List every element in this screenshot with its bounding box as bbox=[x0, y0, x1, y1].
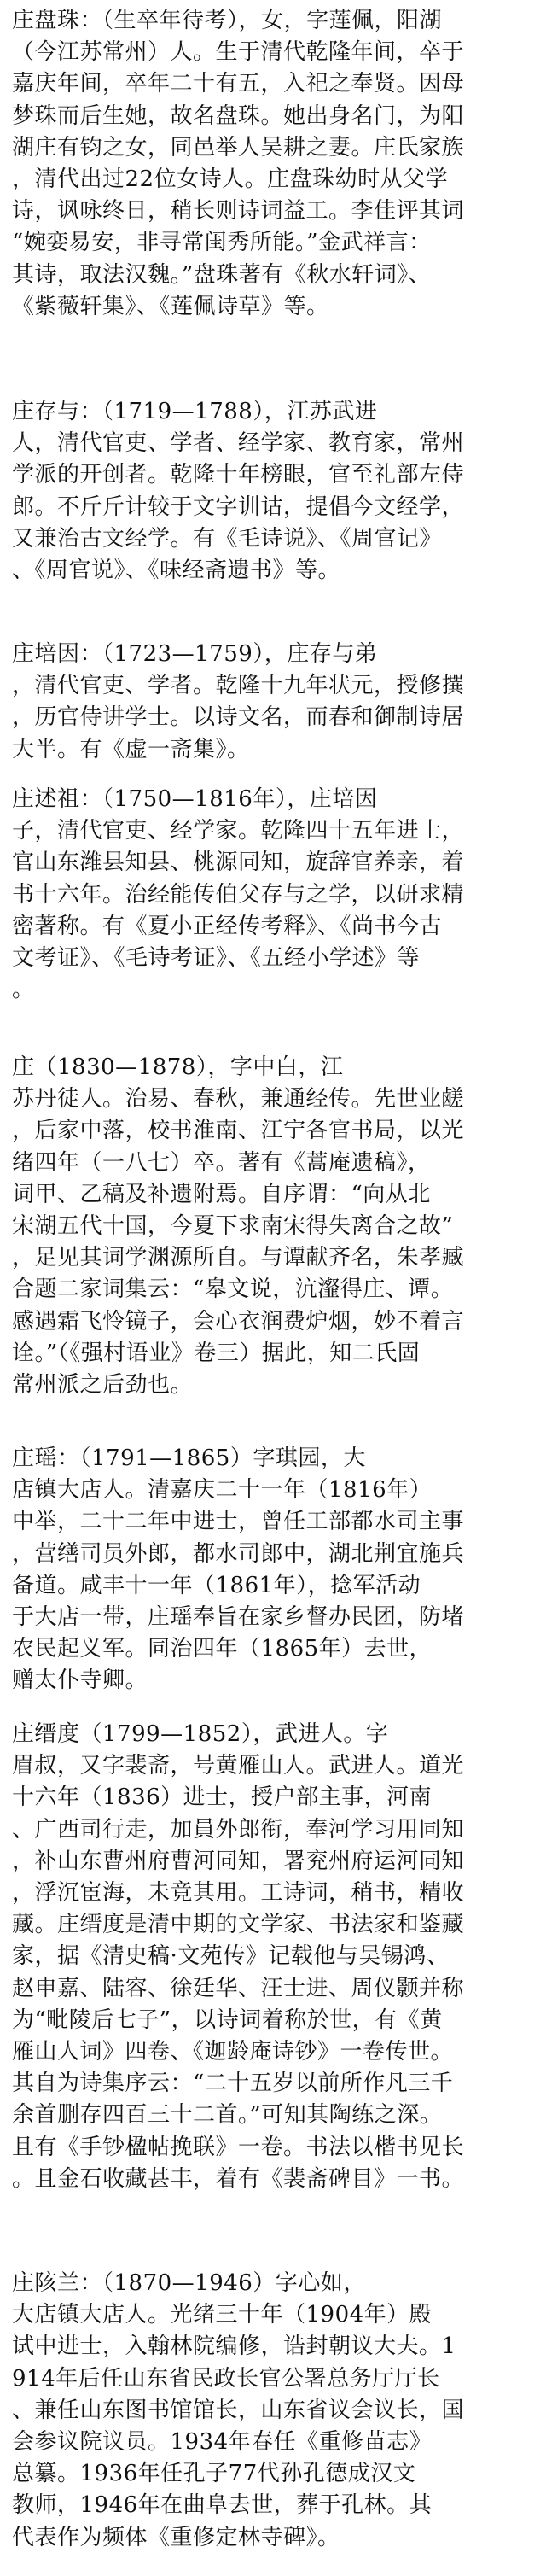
text-line: 备道。咸丰十一年（1861年），捻军活动 bbox=[12, 1572, 421, 1598]
text-line: 试中进士，入翰林院编修，诰封朝议大夫。1 bbox=[12, 2334, 456, 2360]
entry-zhuang-yu bbox=[12, 1052, 534, 1401]
text-line: ，足见其词学渊源所自。与谭献齐名，朱孝臧 bbox=[12, 1245, 465, 1271]
text-line: 且有《手钞楹帖挽联》一卷。书法以楷书见长 bbox=[12, 2134, 465, 2160]
text-line: ，浮沉宦海，未竟其用。工诗词，稍书，精收 bbox=[12, 1880, 465, 1907]
text-line: 湖庄有钧之女，同邑举人吴耕之妻。庄氏家族 bbox=[12, 134, 465, 161]
text-line: 庄陔兰：（1870—1946）字心如， bbox=[12, 2270, 366, 2296]
text-line: 密著称。有《夏小正经传考释》、《尚书今古 bbox=[12, 913, 443, 939]
text-line: 农民起义军。同治四年（1865年）去世， bbox=[12, 1636, 433, 1662]
text-line: 官山东潍县知县、桃源同知，旋辞官养亲，着 bbox=[12, 850, 465, 876]
entry-zhuang-cunyu bbox=[12, 396, 534, 587]
text-line: 又兼治古文经学。有《毛诗说》、《周官记》 bbox=[12, 525, 443, 552]
text-line: 于大店一带，庄瑶奉旨在家乡督办民团，防堵 bbox=[12, 1604, 465, 1631]
text-line: 。 bbox=[12, 977, 35, 1003]
text-line: 雁山人词》四卷、《迦龄庵诗钞》一卷传世。 bbox=[12, 2039, 454, 2065]
text-line: 庄存与：（1719—1788），江苏武进 bbox=[12, 399, 378, 424]
text-line: ，清代出过22位女诗人。庄盘珠幼时从父学 bbox=[12, 166, 449, 193]
text-line: 嘉庆年间，卒年二十有五，入祀之奉贤。因母 bbox=[12, 71, 465, 97]
text-line: 为“毗陵后七子”，以诗词着称於世，有《黄 bbox=[12, 2006, 443, 2033]
text-line: 教师，1946年在曲阜去世，葬于孔林。其 bbox=[12, 2492, 433, 2519]
text-line: 大半。有《虚一斋集》。 bbox=[12, 736, 250, 762]
entry-zhuang-peiyin bbox=[12, 639, 534, 766]
text-line: 词甲、乙稿及补遗附焉。自序谓：“向从北 bbox=[12, 1181, 431, 1207]
text-line: ，清代官吏、学者。乾隆十九年状元，授修撰 bbox=[12, 673, 465, 699]
text-line: ，历官侍讲学士。以诗文名，而春和御制诗居 bbox=[12, 704, 465, 731]
text-line: 其诗，取法汉魏。”盘珠著有《秋水轩词》、 bbox=[12, 261, 432, 288]
text-line: 中举，二十二年中进士，曾任工部都水司主事 bbox=[12, 1509, 465, 1535]
text-line: 诗，讽咏终日，稍长则诗词益工。李佳评其词 bbox=[12, 198, 465, 225]
text-line: （今江苏常州）人。生于清代乾隆年间，卒于 bbox=[12, 39, 465, 66]
text-line: 庄盘珠：（生卒年待考），女，字莲佩，阳湖 bbox=[12, 8, 443, 33]
text-line: 合题二家词集云：“皋文说，沆瀣得庄、谭。 bbox=[12, 1276, 454, 1303]
text-line: ，补山东曹州府曹河同知，署兖州府运河同知 bbox=[12, 1848, 465, 1874]
text-line: 庄缙度（1799—1852），武进人。字 bbox=[12, 1721, 389, 1747]
text-line: 其自为诗集序云：“二十五岁以前所作凡三千 bbox=[12, 2071, 454, 2097]
text-line: 代表作为频体《重修定林寺碑》。 bbox=[12, 2524, 340, 2550]
text-line: 赠太仆寺卿。 bbox=[12, 1668, 148, 1694]
text-line: 总纂。1936年任孔子77代孙孔德成汉文 bbox=[12, 2461, 416, 2487]
text-line: 绪四年（一八七）卒。著有《蒿庵遗稿》， bbox=[12, 1149, 431, 1176]
text-line: 郎。不斤斤计较于文字训诂，提倡今文经学， bbox=[12, 494, 465, 520]
text-line: 店镇大店人。清嘉庆二十一年（1816年） bbox=[12, 1477, 433, 1504]
text-line: 庄瑶：（1791—1865）字琪园，大 bbox=[12, 1446, 366, 1471]
text-line: 诠。”（《强村语业》卷三）据此，知二氏固 bbox=[12, 1340, 421, 1366]
text-line: 庄（1830—1878），字中白，江 bbox=[12, 1054, 344, 1080]
entry-zhuang-lingui bbox=[12, 2268, 534, 2554]
text-line: 书十六年。治经能传伯父存与之学，以研求精 bbox=[12, 881, 465, 908]
entry-zhuang-jindu bbox=[12, 1719, 534, 2195]
text-line: 《紫薇轩集》、《莲佩诗草》等。 bbox=[12, 293, 329, 319]
text-line: 家，据《清史稿·文苑传》记载他与吴锡鸿、 bbox=[12, 1943, 450, 1970]
text-line: 宋湖五代十国，今夏下求南宋得失离合之故” bbox=[12, 1213, 454, 1240]
text-line: 人，清代官吏、学者、经学家、教育家，常州 bbox=[12, 430, 465, 457]
text-line: 余首删存四百三十二首。”可知其陶练之深。 bbox=[12, 2102, 443, 2129]
text-line: 常州派之后劲也。 bbox=[12, 1372, 194, 1399]
text-line: 赵申嘉、陆容、徐廷华、汪士进、周仪颢并称 bbox=[12, 1975, 465, 2001]
text-line: 庄述祖：（1750—1816年），庄培因 bbox=[12, 786, 378, 812]
text-line: 、兼任山东图书馆馆长，山东省议会议长，国 bbox=[12, 2397, 465, 2423]
entry-zhuang-panzhu bbox=[12, 5, 534, 323]
text-line: 大店镇大店人。光绪三十年（1904年）殿 bbox=[12, 2302, 433, 2328]
text-line: 。且金石收藏甚丰，着有《裴斋碑目》一书。 bbox=[12, 2165, 465, 2192]
text-line: ，后家中落，校书淮南、江宁各官书局，以光 bbox=[12, 1118, 465, 1144]
text-line: 藏。庄缙度是清中期的文学家、书法家和鉴藏 bbox=[12, 1912, 465, 1938]
text-line: 914年后任山东省民政长官公署总务厅厅长 bbox=[12, 2365, 440, 2392]
text-line: 会参议院议员。1934年春任《重修苗志》 bbox=[12, 2429, 433, 2456]
text-line: 学派的开创者。乾隆十年榜眼，官至礼部左侍 bbox=[12, 462, 465, 488]
text-line: 十六年（1836）进士，授户部主事，河南 bbox=[12, 1785, 433, 1811]
text-line: 苏丹徒人。治易、春秋，兼通经传。先世业鹾 bbox=[12, 1086, 465, 1113]
text-line: “婉娈易安，非寻常闺秀所能。”金武祥言： bbox=[12, 230, 432, 256]
text-line: 感遇霜飞怜镜子，会心衣润费炉烟，妙不着言 bbox=[12, 1308, 465, 1335]
text-line: 文考证》、《毛诗考证》、《五经小学述》等 bbox=[12, 945, 421, 972]
text-line: 眉叔，又字裴斋，号黄雁山人。武进人。道光 bbox=[12, 1753, 465, 1779]
entry-zhuang-yao bbox=[12, 1443, 534, 1697]
text-line: 、《周官说》、《味经斋遗书》等。 bbox=[12, 558, 341, 584]
text-line: 子，清代官吏、经学家。乾隆四十五年进士， bbox=[12, 818, 465, 844]
text-line: ，营缮司员外郎，都水司郎中，湖北荆宜施兵 bbox=[12, 1540, 465, 1567]
entry-zhuang-shuzu bbox=[12, 784, 534, 1006]
text-line: 、广西司行走，加員外郎衔，奉河学习用同知 bbox=[12, 1816, 465, 1843]
text-line: 梦珠而后生她，故名盘珠。她出身名门，为阳 bbox=[12, 102, 465, 129]
text-line: 庄培因：（1723—1759），庄存与弟 bbox=[12, 641, 378, 667]
